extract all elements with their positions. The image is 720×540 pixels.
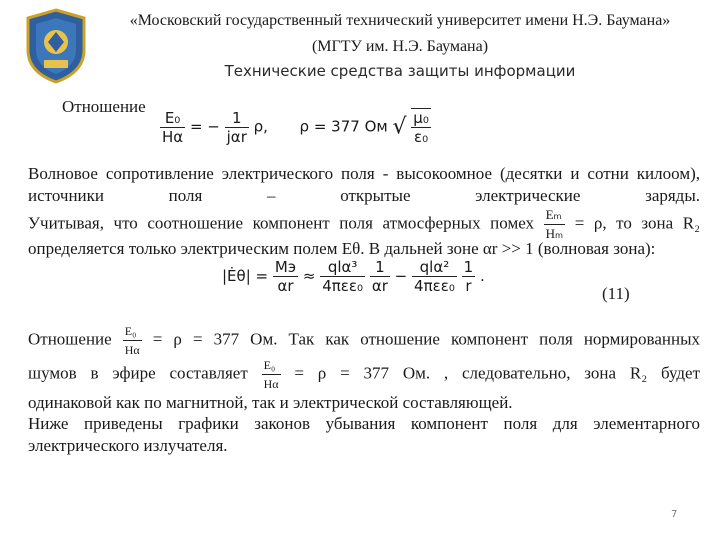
paragraph-far-zone: определяется только электрическим полем Eθ. В дальней зоне αr >> 1 (волновая зона): (28, 239, 656, 258)
para5-den: Hα (263, 377, 279, 391)
mu0-symbol: μ₀ (413, 109, 429, 127)
qa3-fraction (320, 258, 365, 295)
em-symbol: Eₘ (544, 206, 566, 225)
rho-comma: ρ, (253, 117, 268, 136)
eq11-dot: . (479, 267, 485, 285)
paragraph-graphs-below: Ниже приведены графики законов убывания компонент поля для элементарного электрического излучателя. (28, 414, 700, 455)
impedance-formula (160, 108, 431, 146)
equals-minus: = − (189, 117, 220, 136)
course-title: Технические средства защиты информации (224, 62, 576, 80)
para4-text-b: = ρ = 377 Ом. Так как отношение компонент поля нормированных (152, 329, 700, 349)
den4b-symbol: 4πεε₀ (414, 277, 455, 295)
paragraph-ratio-377 (28, 322, 700, 359)
equation-number: (11) (602, 284, 630, 303)
sqrt-symbol: √ (392, 114, 407, 140)
jar-symbol: jαr (226, 127, 247, 146)
e-theta-abs: |Ėθ| (222, 267, 251, 285)
para4-fraction (123, 322, 142, 359)
para5-text-b: = ρ = 377 Ом. , следовательно, зона R₂ будет (294, 363, 701, 383)
ar-symbol: αr (277, 277, 294, 295)
para5-text-a: шумов в эфире составляет (28, 363, 248, 383)
para5-fraction (262, 356, 281, 393)
eq11-ar2: αr (371, 277, 388, 295)
para5-num: E₀ (262, 356, 281, 375)
den4-symbol: 4πεε₀ (322, 277, 364, 295)
qa2-fraction (412, 258, 457, 295)
r-symbol: r (465, 277, 472, 295)
rho-value: = 377 Ом (313, 117, 388, 136)
qa2-symbol: qlα² (412, 258, 457, 277)
one-symbol: 1 (225, 109, 249, 128)
eps0-symbol: ε₀ (414, 128, 429, 146)
paragraph-noise-ether (28, 356, 700, 393)
one-over-ar-fraction (370, 258, 390, 295)
one-over-jar-fraction (225, 109, 249, 146)
paragraph-same-components: одинаковой как по магнитной, так и электрической составляющей. (28, 393, 513, 412)
page-number: 7 (671, 509, 678, 520)
qa3-symbol: qlα³ (320, 258, 365, 277)
eq11-equals: = (255, 267, 269, 285)
m-symbol: Mэ (274, 258, 297, 276)
paragraph-wave-impedance: Волновое сопротивление электрического поля - высокоомное (десятки и сотни килоом), источники поля – открытые электрические заряды. (28, 164, 700, 205)
eq11-approx: ≈ (302, 267, 316, 285)
para4-den: Hα (124, 343, 140, 357)
university-abbrev: (МГТУ им. Н.Э. Баумана) (311, 38, 489, 55)
ratio-label: Отношение (62, 97, 146, 116)
eq11-one-b: 1 (463, 258, 474, 276)
mu-over-eps-fraction (411, 108, 431, 146)
equation-11 (222, 258, 485, 295)
para4-text-a: Отношение (28, 329, 112, 349)
para2-text-a: Учитывая, что соотношение компонент поля атмосферных помех (28, 213, 535, 233)
para2-text-b: = ρ, то зона R₂ (574, 213, 701, 233)
hm-symbol: Hₘ (545, 226, 564, 241)
m-over-ar-fraction (273, 258, 298, 295)
rho-symbol: ρ (299, 117, 310, 136)
h-alpha-symbol: Hα (162, 127, 184, 146)
university-logo (24, 8, 88, 84)
one-over-r-fraction (462, 258, 476, 295)
para4-num: E₀ (123, 322, 142, 341)
eq11-minus: − (394, 267, 408, 285)
university-title: «Московский государственный технический университет имени Н.Э. Баумана» (129, 12, 671, 29)
e0-symbol: E₀ (160, 109, 185, 128)
eq11-one: 1 (370, 258, 390, 277)
e0-over-h-fraction (160, 109, 185, 146)
